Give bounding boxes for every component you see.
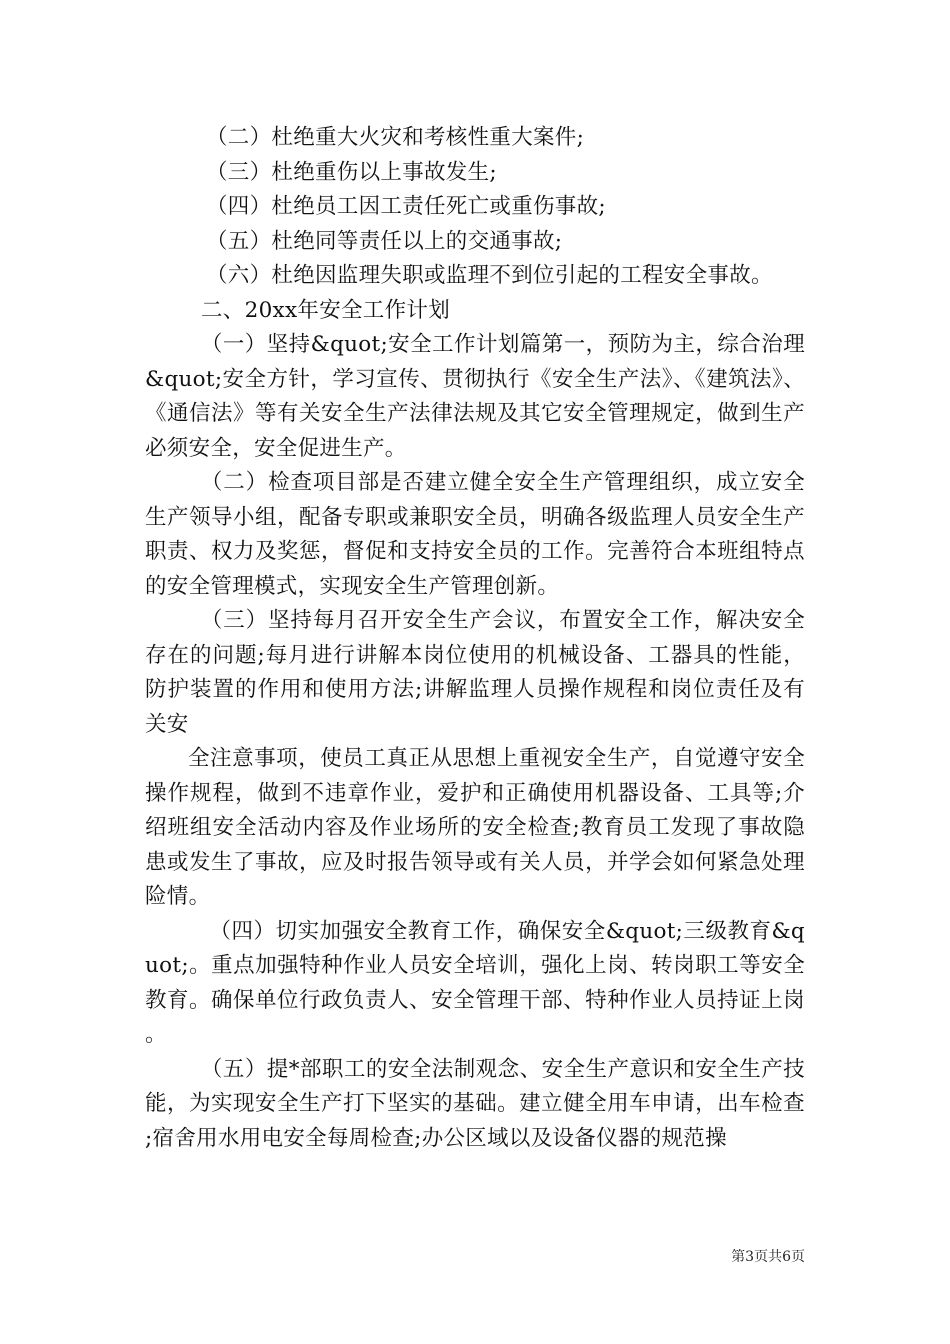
paragraph-2: （二）检查项目部是否建立健全安全生产管理组织，成立安全生产领导小组，配备专职或兼职安全员，明确各级监理人员安全生产职责、权力及奖惩，督促和支持安全员的工作。完善符合本班组特点的安全管理模式，实现安全生产管理创新。 bbox=[145, 470, 805, 599]
paragraph-4: （四）切实加强安全教育工作，确保安全&quot;三级教育&quot;。重点加强特种作业人员安全培训，强化上岗、转岗职工等安全教育。确保单位行政负责人、安全管理干部、特种作业人员持证上岗。 bbox=[145, 918, 805, 1047]
goal-line-3: （三）杜绝重伤以上事故发生; bbox=[206, 159, 497, 185]
paragraph-3: （三）坚持每月召开安全生产会议，布置安全工作，解决安全存在的问题;每月进行讲解本岗位使用的机械设备、工器具的性能，防护装置的作用和使用方法;讲解监理人员操作规程和岗位责任及有关安 bbox=[145, 608, 805, 737]
paragraph-1: （一）坚持&quot;安全工作计划篇第一，预防为主，综合治理&quot;安全方针，学习宣传、贯彻执行《安全生产法》、《建筑法》、《通信法》等有关安全生产法律法规及其它安全管理规定，做到生产必须安全，安全促进生产。 bbox=[145, 332, 805, 461]
paragraph-5: （五）提*部职工的安全法制观念、安全生产意识和安全生产技能，为实现安全生产打下坚实的基础。建立健全用车申请，出车检查;宿舍用水用电安全每周检查;办公区域以及设备仪器的规范操 bbox=[145, 1056, 805, 1151]
paragraph-3-continued: 全注意事项，使员工真正从思想上重视安全生产，自觉遵守安全操作规程，做到不违章作业，爱护和正确使用机器设备、工具等;介绍班组安全活动内容及作业场所的安全检查;教育员工发现了事故隐患或发生了事故，应及时报告领导或有关人员，并学会如何紧急处理险情。 bbox=[145, 746, 805, 909]
page-number: 第3页共6页 bbox=[731, 1249, 805, 1265]
goal-line-5: （五）杜绝同等责任以上的交通事故; bbox=[206, 228, 563, 254]
goal-line-6: （六）杜绝因监理失职或监理不到位引起的工程安全事故。 bbox=[206, 263, 773, 288]
section-heading: 二、20xx年安全工作计划 bbox=[201, 297, 451, 323]
document-body bbox=[145, 121, 805, 1156]
goal-line-2: （二）杜绝重大火灾和考核性重大案件; bbox=[206, 125, 585, 150]
goal-line-4: （四）杜绝员工因工责任死亡或重伤事故; bbox=[206, 194, 606, 219]
